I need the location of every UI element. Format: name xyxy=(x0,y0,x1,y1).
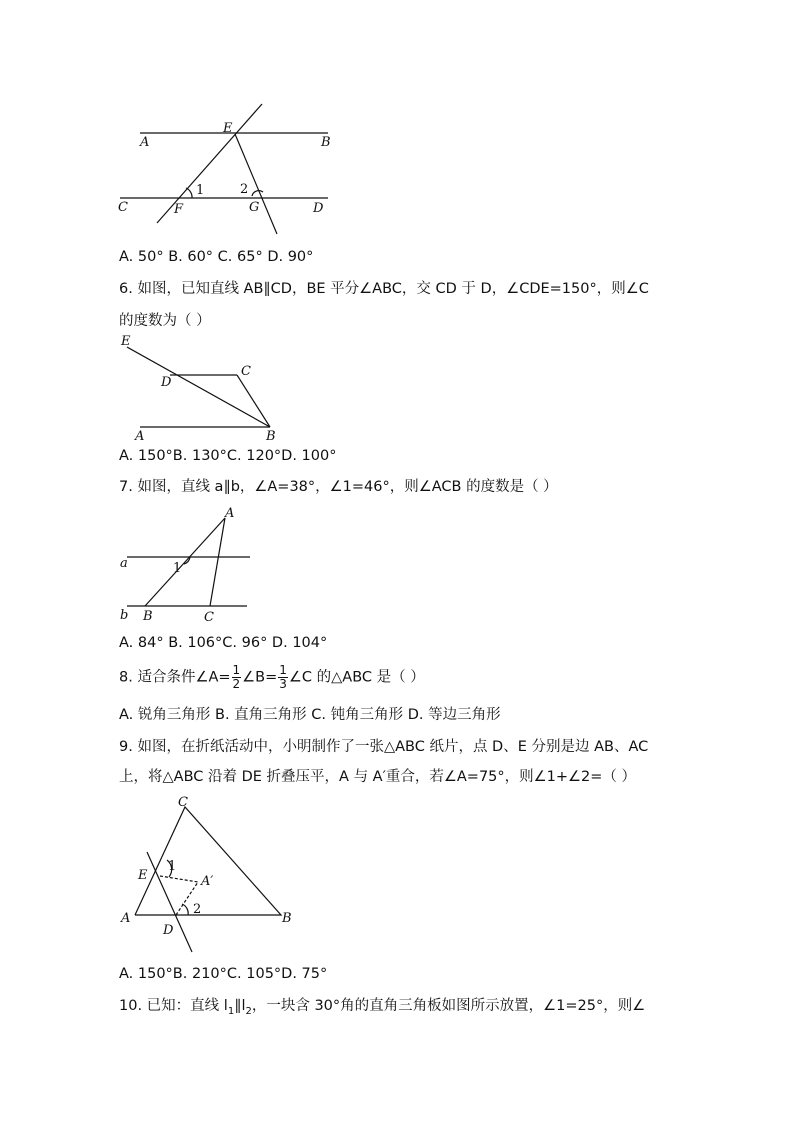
q9-text-line1: 9. 如图，在折纸活动中，小明制作了一张△ABC 纸片，点 D、E 分别是边 AB、AC xyxy=(119,739,649,755)
label-b: B xyxy=(321,135,331,150)
q5-figure xyxy=(110,98,350,243)
frac2-denominator: 3 xyxy=(279,677,287,691)
label-angle-1: 1 xyxy=(168,859,177,874)
label-line-b: b xyxy=(120,608,129,623)
label-e: E xyxy=(138,868,148,883)
line-eb xyxy=(127,347,270,427)
line-ef xyxy=(157,104,262,223)
q7-figure xyxy=(115,502,260,627)
q8-mid: ∠B= xyxy=(242,669,278,686)
label-c: C xyxy=(118,200,128,215)
label-e: E xyxy=(223,121,233,136)
label-d: D xyxy=(161,375,172,390)
label-b: B xyxy=(266,429,276,444)
q8-options: A. 锐角三角形 B. 直角三角形 C. 钝角三角形 D. 等边三角形 xyxy=(119,707,501,723)
q6-figure xyxy=(115,330,290,445)
q9-options: A. 150°B. 210°C. 105°D. 75° xyxy=(119,966,328,982)
label-b-vertex: B xyxy=(143,609,153,624)
label-line-a: a xyxy=(120,556,128,571)
label-g: G xyxy=(249,200,260,215)
q8-text xyxy=(119,664,425,691)
fraction-one-half xyxy=(232,664,242,691)
q9-text-line2: 上，将△ABC 沿着 DE 折叠压平，A 与 A′重合，若∠A=75°，则∠1+∠2=（ ） xyxy=(119,769,637,785)
frac2-numerator: 1 xyxy=(279,663,287,677)
q5-options: A. 50° B. 60° C. 65° D. 90° xyxy=(119,249,314,265)
dashed-ea-prime xyxy=(160,876,198,882)
label-a-prime: A′ xyxy=(201,874,214,889)
q6-text-line1: 6. 如图，已知直线 AB∥CD，BE 平分∠ABC，交 CD 于 D，∠CDE=150°，则∠C xyxy=(119,281,649,297)
label-angle-2: 2 xyxy=(193,902,202,917)
q10-sub1: 1 xyxy=(227,1005,235,1017)
label-c: C xyxy=(178,795,188,810)
q6-text-line2: 的度数为（ ） xyxy=(119,313,211,329)
label-f: F xyxy=(174,202,184,217)
line-ab xyxy=(145,518,225,606)
label-angle-1: 1 xyxy=(173,561,182,576)
line-cb xyxy=(237,375,270,427)
q6-options: A. 150°B. 130°C. 120°D. 100° xyxy=(119,448,337,464)
label-a: A xyxy=(121,911,131,926)
q8-suffix: ∠C 的△ABC 是（ ） xyxy=(288,669,425,686)
label-c: C xyxy=(241,364,251,379)
frac1-numerator: 1 xyxy=(232,663,241,677)
frac1-denominator: 2 xyxy=(232,677,241,691)
q10-text-line1 xyxy=(119,996,645,1022)
q10-prefix: 10. 已知：直线 l xyxy=(119,998,228,1014)
label-angle-1: 1 xyxy=(196,183,205,198)
q10-mid: ∥l xyxy=(234,998,246,1014)
q7-text-line1: 7. 如图，直线 a∥b，∠A=38°，∠1=46°，则∠ACB 的度数是（ ） xyxy=(119,479,558,495)
q10-suffix: ，一块含 30°角的直角三角板如图所示放置，∠1=25°，则∠ xyxy=(251,998,646,1014)
q10-sub2: 2 xyxy=(245,1005,252,1017)
label-a: A xyxy=(135,429,145,444)
label-a: A xyxy=(140,135,150,150)
fraction-one-third xyxy=(278,664,288,691)
label-d: D xyxy=(313,201,324,216)
triangle-abc xyxy=(135,807,281,915)
label-a-vertex: A xyxy=(225,506,235,521)
label-angle-2: 2 xyxy=(240,182,249,197)
label-b: B xyxy=(282,911,292,926)
label-c-vertex: C xyxy=(204,610,214,625)
label-d: D xyxy=(163,923,174,938)
q7-options: A. 84° B. 106°C. 96° D. 104° xyxy=(119,635,328,651)
q8-prefix: 8. 适合条件∠A= xyxy=(119,669,231,686)
label-e: E xyxy=(121,334,131,349)
q9-figure xyxy=(110,792,310,960)
